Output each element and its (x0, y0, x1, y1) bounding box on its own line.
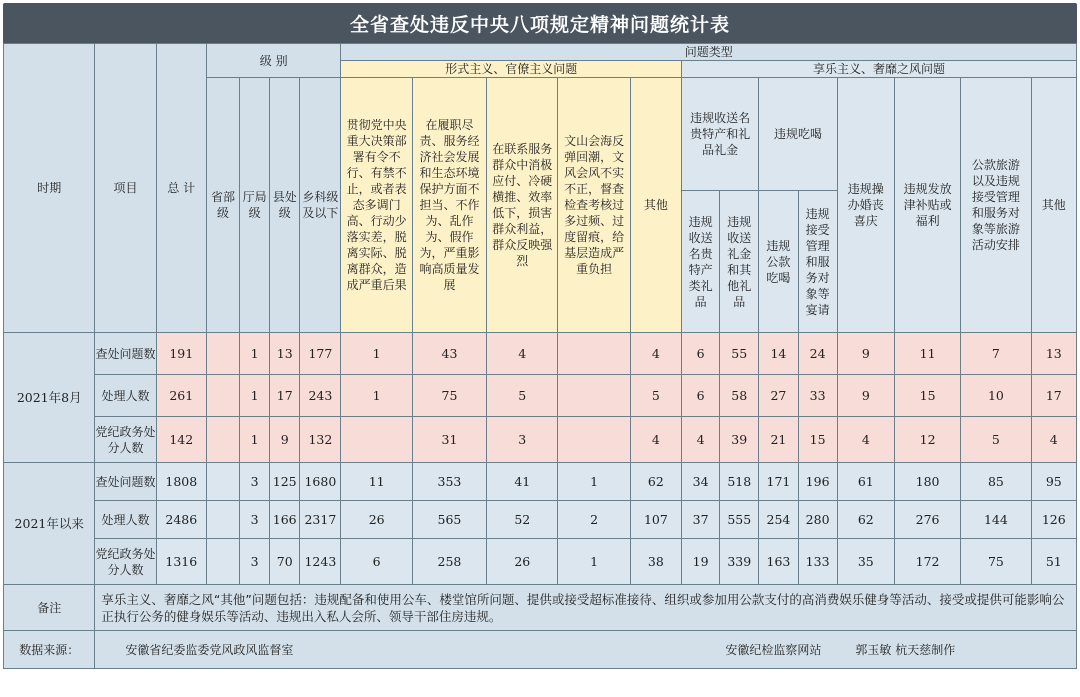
cell-f-other: 4 (630, 417, 681, 463)
header-h-eat-public: 违规公款吃喝 (759, 191, 798, 333)
row-item: 查处问题数 (95, 463, 156, 501)
cell-total: 261 (156, 375, 206, 417)
cell-f2: 75 (412, 375, 486, 417)
cell-f-other: 4 (630, 333, 681, 375)
row-item: 党纪政务处分人数 (95, 417, 156, 463)
stats-table-container (3, 3, 1077, 691)
header-f2: 在履职尽责、服务经济社会发展和生态环境保护方面不担当、不作为、乱作为、假作为，严重影响高质量发展 (412, 78, 486, 333)
cell-h-eat-public: 27 (759, 375, 798, 417)
source-authors: 郭玉敏 杭天慈制作 (855, 642, 956, 657)
cell-h-allowance: 12 (894, 417, 960, 463)
header-problem-type: 问题类型 (341, 44, 1077, 61)
cell-f1: 26 (341, 501, 412, 539)
header-f1: 贯彻党中央重大决策部署有令不行、有禁不止，或者表态多调门高、行动少落实差，脱离实际、脱离群众，造成严重后果 (341, 78, 412, 333)
cell-township: 177 (300, 333, 341, 375)
note-label: 备注 (4, 585, 95, 631)
header-h-gift-cash: 违规收送礼金和其他礼品 (720, 191, 759, 333)
cell-f-other: 107 (630, 501, 681, 539)
header-f4: 文山会海反弹回潮，文风会风不实不正，督查检查考核过多过频、过度留痕，给基层造成严重负担 (558, 78, 630, 333)
cell-h-wedding: 61 (837, 463, 894, 501)
cell-h-wedding: 4 (837, 417, 894, 463)
period-label: 2021年以来 (4, 463, 95, 585)
row-item: 处理人数 (95, 375, 156, 417)
header-hedonism: 享乐主义、奢靡之风问题 (682, 61, 1077, 78)
cell-h-gift-specialty: 37 (682, 501, 720, 539)
cell-h-gift-cash: 39 (720, 417, 759, 463)
cell-h-eat-banquet: 33 (798, 375, 837, 417)
cell-h-eat-public: 21 (759, 417, 798, 463)
cell-f1 (341, 417, 412, 463)
cell-f4: 1 (558, 539, 630, 585)
cell-province (206, 539, 239, 585)
header-h-other: 其他 (1031, 78, 1076, 333)
cell-f3: 41 (487, 463, 558, 501)
cell-h-gift-cash: 555 (720, 501, 759, 539)
cell-f-other: 38 (630, 539, 681, 585)
cell-township: 1680 (300, 463, 341, 501)
cell-h-allowance: 11 (894, 333, 960, 375)
header-level: 级 别 (206, 44, 341, 78)
cell-f3: 5 (487, 375, 558, 417)
table-title: 全省查处违反中央八项规定精神问题统计表 (3, 3, 1077, 43)
header-h-travel: 公款旅游以及违规接受管理和服务对象等旅游活动安排 (961, 78, 1031, 333)
cell-f2: 258 (412, 539, 486, 585)
cell-h-travel: 144 (961, 501, 1031, 539)
note-text: 享乐主义、奢靡之风“其他”问题包括：违规配备和使用公车、楼堂馆所问题、提供或接受超标准接待、组织或参加用公款支付的高消费娱乐健身等活动、接受或提供可能影响公正执行公务的健身娱乐等活动、违规出入私人会所、领导干部住房违规。 (95, 585, 1077, 631)
cell-province (206, 417, 239, 463)
cell-h-gift-cash: 518 (720, 463, 759, 501)
cell-f3: 4 (487, 333, 558, 375)
cell-total: 142 (156, 417, 206, 463)
cell-h-wedding: 62 (837, 501, 894, 539)
cell-h-travel: 5 (961, 417, 1031, 463)
cell-h-wedding: 9 (837, 333, 894, 375)
cell-h-gift-cash: 55 (720, 333, 759, 375)
cell-county: 9 (270, 417, 300, 463)
cell-f1: 6 (341, 539, 412, 585)
cell-f2: 31 (412, 417, 486, 463)
cell-county: 125 (270, 463, 300, 501)
cell-f4: 1 (558, 463, 630, 501)
source-site: 安徽纪检监察网站 (725, 642, 822, 657)
cell-h-allowance: 180 (894, 463, 960, 501)
cell-h-eat-banquet: 196 (798, 463, 837, 501)
period-label: 2021年8月 (4, 333, 95, 463)
cell-f4 (558, 417, 630, 463)
cell-h-wedding: 35 (837, 539, 894, 585)
cell-h-allowance: 172 (894, 539, 960, 585)
header-total: 总 计 (156, 44, 206, 333)
cell-h-allowance: 276 (894, 501, 960, 539)
header-period: 时期 (4, 44, 95, 333)
cell-f-other: 5 (630, 375, 681, 417)
cell-total: 2486 (156, 501, 206, 539)
row-item: 处理人数 (95, 501, 156, 539)
cell-h-other: 95 (1031, 463, 1076, 501)
cell-h-other: 13 (1031, 333, 1076, 375)
cell-township: 2317 (300, 501, 341, 539)
cell-h-eat-banquet: 15 (798, 417, 837, 463)
header-h-allowance: 违规发放津补贴或福利 (894, 78, 960, 333)
header-level-province: 省部级 (206, 78, 239, 333)
cell-h-eat-public: 163 (759, 539, 798, 585)
cell-township: 132 (300, 417, 341, 463)
cell-h-other: 51 (1031, 539, 1076, 585)
row-item: 党纪政务处分人数 (95, 539, 156, 585)
cell-h-gift-cash: 58 (720, 375, 759, 417)
cell-h-eat-public: 254 (759, 501, 798, 539)
cell-f4 (558, 333, 630, 375)
cell-f2: 353 (412, 463, 486, 501)
cell-h-eat-public: 171 (759, 463, 798, 501)
cell-h-wedding: 9 (837, 375, 894, 417)
cell-bureau: 3 (240, 501, 270, 539)
cell-township: 1243 (300, 539, 341, 585)
cell-total: 191 (156, 333, 206, 375)
cell-h-allowance: 15 (894, 375, 960, 417)
row-item: 查处问题数 (95, 333, 156, 375)
cell-bureau: 1 (240, 417, 270, 463)
cell-h-eat-public: 14 (759, 333, 798, 375)
cell-bureau: 3 (240, 539, 270, 585)
cell-h-gift-specialty: 6 (682, 333, 720, 375)
header-h-gift: 违规收送名贵特产和礼品礼金 (682, 78, 759, 191)
cell-h-travel: 7 (961, 333, 1031, 375)
cell-county: 70 (270, 539, 300, 585)
header-formalism: 形式主义、官僚主义问题 (341, 61, 682, 78)
source-row (95, 631, 1077, 669)
cell-h-other: 126 (1031, 501, 1076, 539)
cell-h-eat-banquet: 133 (798, 539, 837, 585)
cell-bureau: 3 (240, 463, 270, 501)
cell-h-other: 4 (1031, 417, 1076, 463)
cell-province (206, 333, 239, 375)
cell-h-gift-specialty: 6 (682, 375, 720, 417)
cell-h-other: 17 (1031, 375, 1076, 417)
cell-f3: 3 (487, 417, 558, 463)
cell-f1: 1 (341, 375, 412, 417)
cell-county: 166 (270, 501, 300, 539)
cell-county: 17 (270, 375, 300, 417)
header-h-gift-specialty: 违规收送名贵特产类礼品 (682, 191, 720, 333)
cell-h-gift-cash: 339 (720, 539, 759, 585)
cell-f1: 1 (341, 333, 412, 375)
header-level-bureau: 厅局级 (240, 78, 270, 333)
cell-province (206, 501, 239, 539)
header-f3: 在联系服务群众中消极应付、冷硬横推、效率低下，损害群众利益，群众反映强烈 (487, 78, 558, 333)
cell-province (206, 375, 239, 417)
cell-h-gift-specialty: 4 (682, 417, 720, 463)
cell-bureau: 1 (240, 333, 270, 375)
cell-f1: 11 (341, 463, 412, 501)
cell-total: 1808 (156, 463, 206, 501)
cell-province (206, 463, 239, 501)
cell-f4: 2 (558, 501, 630, 539)
header-level-township: 乡科级及以下 (300, 78, 341, 333)
cell-f2: 43 (412, 333, 486, 375)
cell-township: 243 (300, 375, 341, 417)
cell-h-travel: 85 (961, 463, 1031, 501)
cell-h-gift-specialty: 19 (682, 539, 720, 585)
header-h-wedding: 违规操办婚丧喜庆 (837, 78, 894, 333)
cell-h-travel: 75 (961, 539, 1031, 585)
header-item: 项目 (95, 44, 156, 333)
cell-f3: 52 (487, 501, 558, 539)
header-h-eat-banquet: 违规接受管理和服务对象等宴请 (798, 191, 837, 333)
cell-f4 (558, 375, 630, 417)
source-label: 数据来源： (4, 631, 95, 669)
cell-total: 1316 (156, 539, 206, 585)
header-level-county: 县处级 (270, 78, 300, 333)
stats-table (3, 43, 1077, 669)
cell-county: 13 (270, 333, 300, 375)
header-f-other: 其他 (630, 78, 681, 333)
cell-f-other: 62 (630, 463, 681, 501)
cell-f3: 26 (487, 539, 558, 585)
header-h-eat: 违规吃喝 (759, 78, 837, 191)
cell-h-eat-banquet: 24 (798, 333, 837, 375)
source-office: 安徽省纪委监委党风政风监督室 (125, 642, 294, 657)
cell-h-travel: 10 (961, 375, 1031, 417)
cell-h-gift-specialty: 34 (682, 463, 720, 501)
cell-bureau: 1 (240, 375, 270, 417)
cell-f2: 565 (412, 501, 486, 539)
cell-h-eat-banquet: 280 (798, 501, 837, 539)
